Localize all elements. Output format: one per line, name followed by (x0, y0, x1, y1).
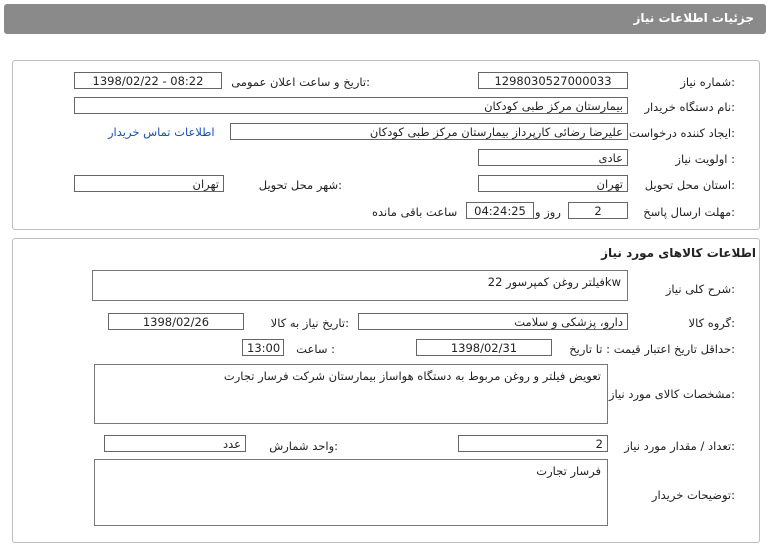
validity-date-field: 1398/02/31 (416, 339, 552, 356)
to-date-label: تا تاریخ : (569, 342, 610, 356)
general-desc-label: شرح کلی نیاز: (665, 282, 735, 296)
quantity-field: 2 (458, 435, 608, 452)
general-desc-field: فیلتر روغن کمپرسور 22kw (92, 270, 628, 301)
city-field: تهران (74, 175, 224, 192)
quantity-label: تعداد / مقدار مورد نیاز: (624, 439, 735, 453)
goods-spec-label: مشخصات کالای مورد نیاز: (608, 387, 735, 401)
buyer-org-label: نام دستگاه خریدار: (644, 100, 735, 114)
announce-date-label: تاریخ و ساعت اعلان عمومی: (231, 75, 370, 89)
remaining-label: ساعت باقی مانده (372, 205, 458, 219)
buyer-notes-field: فرسار تجارت (94, 459, 608, 526)
page-header (4, 4, 766, 34)
buyer-org-field: بیمارستان مرکز طبی کودکان (74, 97, 628, 114)
goods-spec-field: تعویض فیلتر و روغن مربوط به دستگاه هواساز بیمارستان شرکت فرسار تجارت (94, 364, 608, 424)
city-label: شهر محل تحویل: (258, 178, 342, 192)
goods-section-title: اطلاعات کالاهای مورد نیاز (601, 246, 756, 260)
validity-hour-label: ساعت : (296, 342, 335, 356)
need-number-field: 1298030527000033 (478, 72, 628, 89)
goods-group-field: دارو، پزشکی و سلامت (358, 313, 628, 330)
validity-hour-field: 13:00 (242, 339, 284, 356)
need-number-label: شماره نیاز: (680, 75, 735, 89)
goods-group-label: گروه کالا: (688, 316, 735, 330)
need-date-label: تاریخ نیاز به کالا: (270, 316, 349, 330)
priority-label: اولویت نیاز : (675, 152, 735, 166)
buyer-contact-link[interactable]: اطلاعات تماس خریدار (108, 125, 215, 139)
price-validity-label: حداقل تاریخ اعتبار قیمت: (613, 342, 735, 356)
announce-date-field: 1398/02/22 - 08:22 (74, 72, 222, 89)
requester-label: ایجاد کننده درخواست: (629, 126, 735, 140)
deadline-time-field: 04:24:25 (466, 202, 534, 219)
need-date-field: 1398/02/26 (108, 313, 244, 330)
days-unit-label: روز و (535, 205, 561, 219)
requester-field: علیرضا رضائی کارپرداز بیمارستان مرکز طبی کودکان (230, 123, 628, 140)
deadline-days-field: 2 (568, 202, 628, 219)
province-label: استان محل تحویل: (644, 178, 735, 192)
page-title: جزئیات اطلاعات نیاز (633, 11, 754, 25)
province-field: تهران (478, 175, 628, 192)
priority-field: عادی (478, 149, 628, 166)
unit-field: عدد (104, 435, 246, 452)
deadline-label: مهلت ارسال پاسخ: (643, 205, 735, 219)
unit-label: واحد شمارش: (269, 439, 338, 453)
buyer-notes-label: توضیحات خریدار: (651, 488, 735, 502)
